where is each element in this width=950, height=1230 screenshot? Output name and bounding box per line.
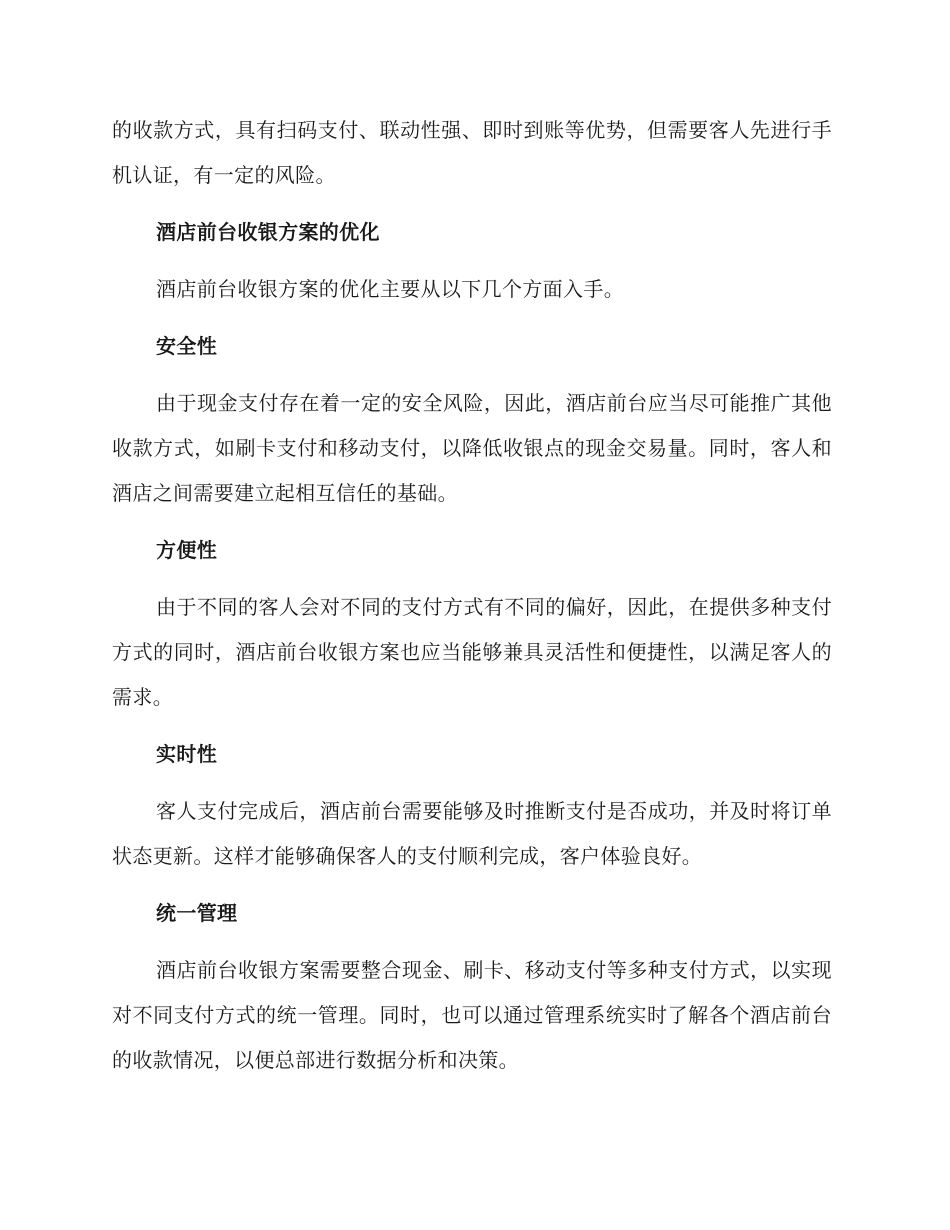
paragraph-security: 由于现金支付存在着一定的安全风险，因此，酒店前台应当尽可能推广其他收款方式，如刷卡支付和移动支付，以降低收银点的现金交易量。同时，客人和酒店之间需要建立起相互信任的基础。 [112,391,832,505]
section-heading-optimization: 酒店前台收银方案的优化 [156,220,380,244]
section-heading-security: 安全性 [156,334,218,358]
paragraph-unified-management: 酒店前台收银方案需要整合现金、刷卡、移动支付等多种支付方式，以实现对不同支付方式的统一管理。同时，也可以通过管理系统实时了解各个酒店前台的收款情况，以便总部进行数据分析和决策。 [112,958,832,1072]
section-heading-realtime: 实时性 [156,742,218,766]
paragraph-continued: 的收款方式，具有扫码支付、联动性强、即时到账等优势，但需要客人先进行手机认证，有一定的风险。 [112,118,832,187]
section-heading-unified-management: 统一管理 [156,901,238,925]
paragraph-realtime: 客人支付完成后，酒店前台需要能够及时推断支付是否成功，并及时将订单状态更新。这样才能够确保客人的支付顺利完成，客户体验良好。 [112,799,832,868]
paragraph-optimization-intro: 酒店前台收银方案的优化主要从以下几个方面入手。 [156,277,625,301]
section-heading-convenience: 方便性 [156,538,218,562]
document-page [112,108,832,1083]
paragraph-convenience: 由于不同的客人会对不同的支付方式有不同的偏好，因此，在提供多种支付方式的同时，酒店前台收银方案也应当能够兼具灵活性和便捷性，以满足客人的需求。 [112,595,832,709]
